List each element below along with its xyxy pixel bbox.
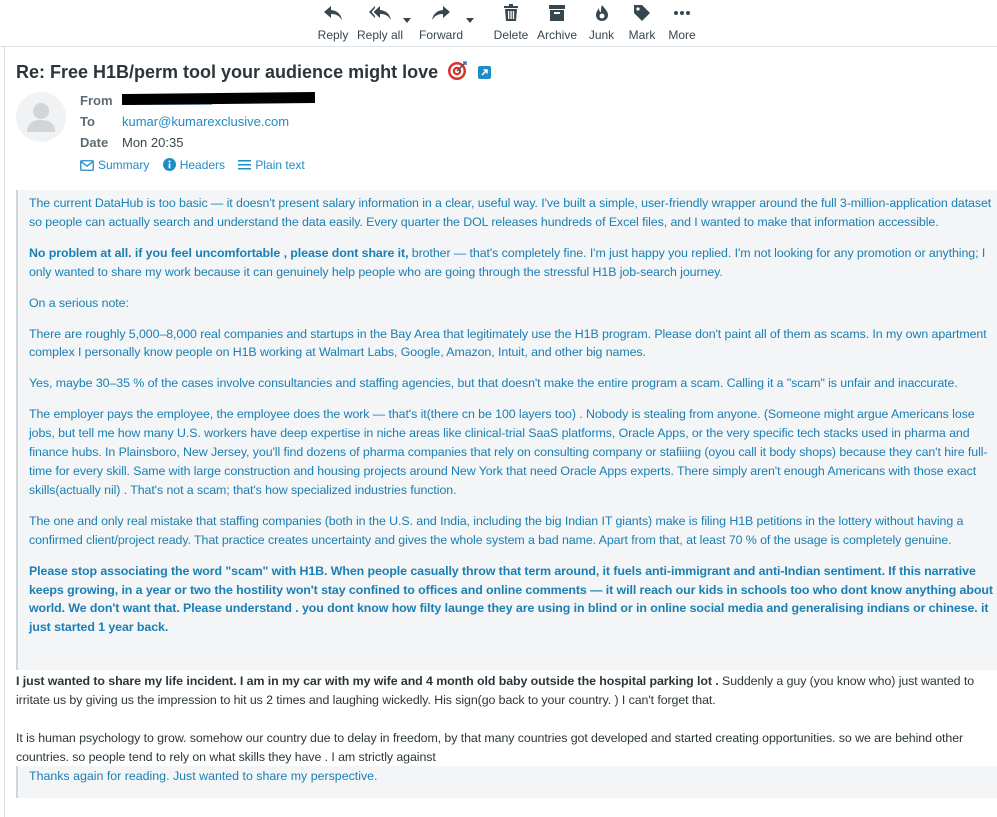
sender-avatar: [16, 92, 66, 142]
body-paragraph: [16, 672, 994, 710]
lines-icon: [238, 159, 251, 171]
more-button[interactable]: [667, 4, 697, 42]
more-label: More: [668, 28, 696, 42]
external-link-icon[interactable]: [478, 66, 491, 79]
reply-all-dropdown-icon[interactable]: [403, 18, 411, 23]
junk-button[interactable]: [585, 4, 618, 42]
from-label: From: [80, 93, 113, 108]
body-paragraph: It is human psychology to grow. somehow our country due to delay in freedom, by that many countries got developed and started creating opportunities. so we are behind other countries. so people tend to rely on what skills they have . I am strictly against: [16, 731, 964, 764]
forward-dropdown-icon[interactable]: [466, 18, 474, 23]
forward-icon: [431, 4, 451, 22]
plain-text-label: Plain text: [255, 158, 305, 172]
avatar-icon: [16, 92, 66, 142]
envelope-icon: [80, 160, 94, 171]
reply-label: Reply: [317, 28, 349, 42]
summary-link[interactable]: [80, 158, 149, 172]
to-label: To: [80, 114, 95, 129]
archive-icon: [548, 4, 566, 22]
delete-button[interactable]: [493, 4, 529, 42]
quoted-paragraph: The employer pays the employee, the employee does the work — that's it(there cn be 100 layers too) . Nobody is stealing from anyone. (Someone might argue Americans lose jobs, but tell me how many U.S. workers have deep expertise in niche areas like clinical-trial SaaS platforms, Oracle Apps, or the very specific tech stacks used in pharma and finance hubs. In Plainsboro, New Jersey, you'll find dozens of pharma companies that rely on consulting company or stafiiing (oyou call it body shops) because they can't hire full-time for every skill. Same with large construction and housing projects around New York that need Oracle Apps experts. There simply aren't enough Americans with those exact skills(actually nil) . That's not a scam; that's how specialized industries function.: [29, 407, 988, 497]
pane-divider: [4, 46, 5, 817]
plain-text-link[interactable]: [238, 158, 304, 172]
body-bold-text: I just wanted to share my life incident. I am in my car with my wife and 4 month old baby outside the hospital parking lot .: [16, 674, 719, 688]
headers-label: Headers: [179, 158, 226, 172]
reply-button[interactable]: [316, 4, 350, 42]
delete-icon: [503, 4, 519, 22]
date-label: Date: [80, 135, 109, 150]
closing-quote-block: [16, 766, 997, 798]
quoted-paragraph: There are roughly 5,000–8,000 real companies and startups in the Bay Area that legitimately use the H1B program. Please don't paint all of them as scams. In my own apartment complex I personally know people on H1B working at Walmart Labs, Google, Amazon, Intuit, and other big names.: [29, 326, 987, 360]
summary-label: Summary: [98, 158, 150, 172]
junk-icon: [594, 4, 610, 22]
to-address-link[interactable]: kumar@kumarexclusive.com: [122, 114, 290, 129]
quoted-paragraph: Yes, maybe 30–35 % of the cases involve consultancies and staffing agencies, but that doesn't make the entire program a scam. Calling it a "scam" is unfair and inaccurate.: [29, 376, 958, 391]
quoted-paragraph: The current DataHub is too basic — it doesn't present salary information in a clear, useful way. I've built a simple, user-friendly wrapper around the full 3-million-application dataset so people can actually search and understand the data easily. Every quarter the DOL releases hundreds of Excel files, and I wanted to make that information accessible.: [29, 196, 992, 229]
mark-icon: [633, 4, 651, 22]
reply-all-icon: [368, 4, 392, 22]
reply-all-button[interactable]: [356, 4, 404, 42]
quoted-paragraph: [29, 244, 993, 282]
archive-label: Archive: [537, 28, 578, 42]
message-toolbar: [0, 0, 997, 47]
archive-button[interactable]: [537, 4, 577, 42]
headers-link[interactable]: [163, 158, 225, 172]
body-text: Suddenly a guy (you know who) just wanted to irritate us by giving us the impression to hit us 2 times and laughing wickedly. His sign(go back to your country. ) I can't forget that.: [16, 674, 975, 707]
more-icon: [673, 4, 691, 22]
junk-label: Junk: [588, 28, 615, 42]
reply-icon: [323, 4, 343, 22]
header-view-links: [80, 158, 315, 172]
mark-button[interactable]: [626, 4, 658, 42]
message-subject: [16, 61, 491, 83]
quoted-text: brother — that's completely fine. I'm just happy you replied. I'm not looking for any promotion or anything; I only wanted to share my work because it can genuinely help people who are going through the stressful H1B job-search journey.: [29, 245, 986, 279]
date-value: Mon 20:35: [122, 135, 184, 150]
reply-all-label: Reply all: [356, 28, 404, 42]
from-redaction: [122, 92, 315, 105]
quoted-paragraph: Please stop associating the word "scam" with H1B. When people casually throw that term around, it fuels anti-immigrant and anti-Indian sentiment. If this narrative keeps growing, in a year or two the hostility won't stay confined to offices and online comments — it will reach our kids in schools too who dont know anything about world. We don't want that. Please understand . you dont know how filty launge they are using in blind or in online social media and generalising indians or chinese. it just started 1 year back.: [29, 563, 993, 635]
quoted-bold-text: No problem at all. if you feel uncomfortable , please dont share it,: [29, 245, 409, 260]
subject-text: Re: Free H1B/perm tool your audience might love: [16, 62, 439, 82]
target-emoji-icon: [447, 61, 467, 81]
closing-quote-text: Thanks again for reading. Just wanted to share my perspective.: [29, 769, 378, 783]
info-icon: [163, 158, 176, 171]
forward-label: Forward: [418, 28, 463, 42]
forward-button[interactable]: [418, 4, 464, 42]
quoted-message-block: [16, 190, 997, 670]
quoted-paragraph: The one and only real mistake that staffing companies (both in the U.S. and India, including the big Indian IT giants) make is filing H1B petitions in the lottery without having a confirmed client/project ready. That practice creates uncertainty and gives the whole system a bad name. Apart from that, at least 70 % of the usage is completely genuine.: [29, 513, 964, 547]
quoted-paragraph: On a serious note:: [29, 295, 129, 310]
delete-label: Delete: [493, 28, 529, 42]
mark-label: Mark: [628, 28, 656, 42]
